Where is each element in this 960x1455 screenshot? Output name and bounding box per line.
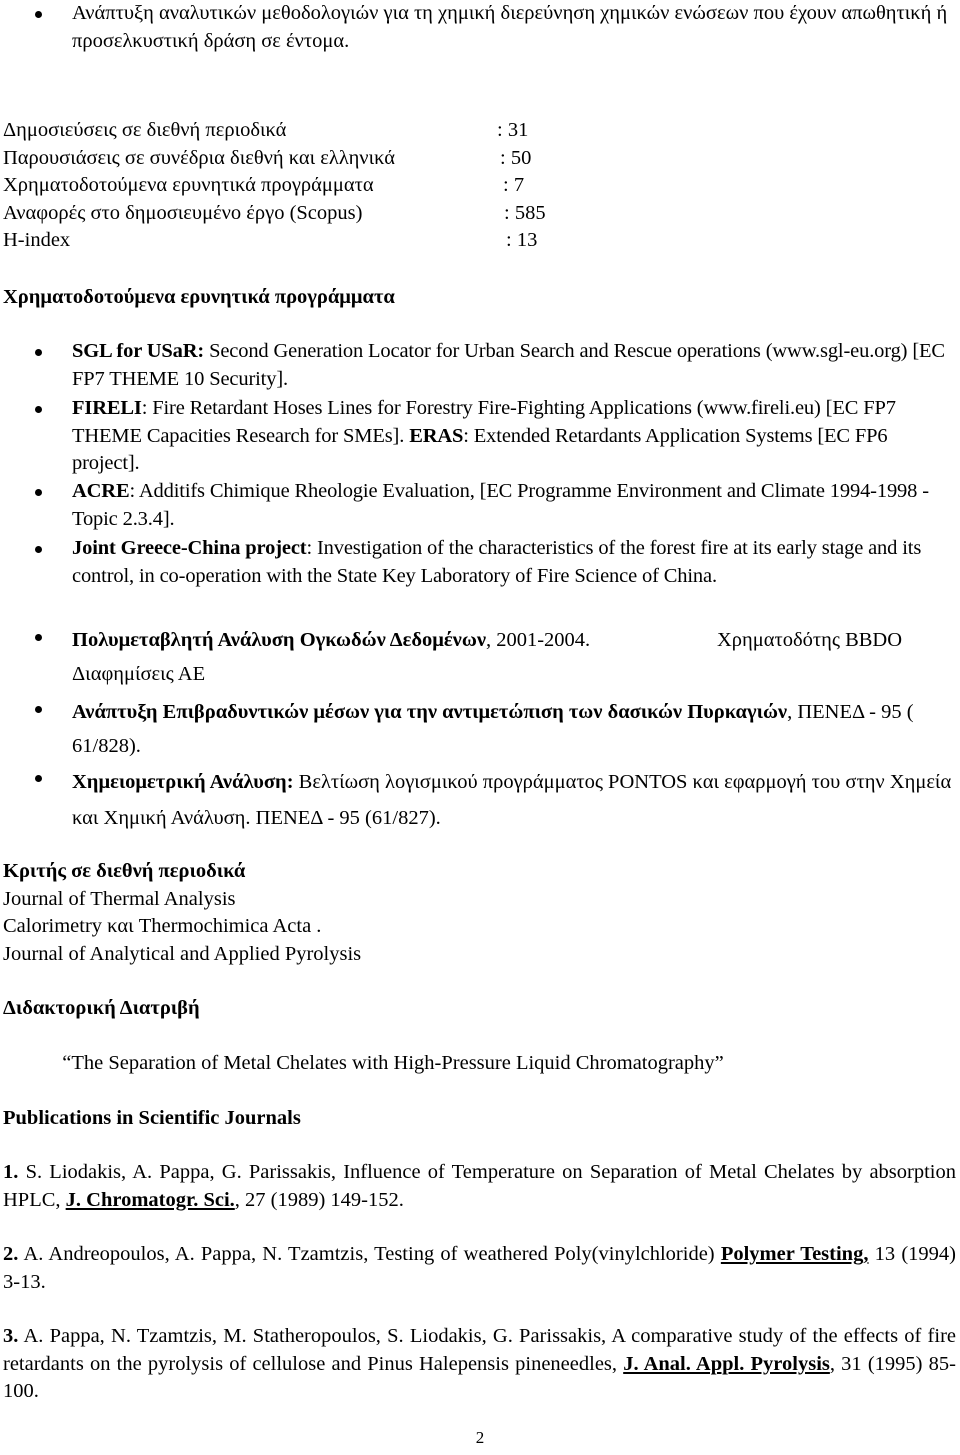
project-text: : Additifs Chimique Rheologie Evaluation, [EC Programme Environment and Climate 1994-1998 - Topic 2.3.4].: [72, 480, 929, 530]
project-eras-text: : Extended Retardants Application Systems [EC FP6 project].: [72, 424, 888, 474]
stat-label: Χρηματοδοτούμενα ερυνητικά προγράμματα: [3, 174, 374, 196]
projects-heading: Χρηματοδοτούμενα ερυνητικά προγράμματα: [3, 286, 395, 308]
publication-text: A. Andreopoulos, A. Pappa, N. Tzamtzis, Testing of weathered Poly(vinylchloride): [23, 1243, 715, 1265]
publication-cite: , 31 (1995) 85-100.: [3, 1352, 956, 1402]
project-funder: Χρηματοδότης BBDO: [717, 629, 903, 651]
project-fireli: [72, 395, 956, 478]
thesis-heading: Διδακτορική Διατριβή: [3, 997, 200, 1019]
project-name: SGL for USaR:: [72, 340, 205, 362]
publication-text: A. Pappa, N. Tzamtzis, M. Statheropoulos, S. Liodakis, G. Parissakis, A comparative study of the effects of fire retardants on the pyrolysis of cellulose and Pinus Halepensis pineneedles,: [3, 1325, 956, 1375]
stat-value: : 7: [503, 174, 525, 196]
publication-cite: 13 (1994) 3-13.: [3, 1243, 957, 1293]
stat-row-publications: [3, 117, 703, 145]
project-sgl: [72, 338, 956, 393]
page-number: 2: [475, 1428, 485, 1447]
publication-number: 1.: [3, 1161, 19, 1183]
reviewer-journal: Journal of Thermal Analysis: [3, 887, 236, 910]
reviewer-journal: Calorimetry και Thermochimica Acta .: [3, 915, 322, 937]
stat-row-citations: [3, 200, 703, 228]
project-text: : Investigation of the characteristics of the forest fire at its early stage and its control, in co-operation with the State Key Laboratory of Fire Science of China.: [72, 537, 922, 587]
stat-value: : 50: [500, 146, 532, 169]
publication-journal: J. Chromatogr. Sci.: [65, 1188, 235, 1211]
project-name: Ανάπτυξη Επιβραδυντικών μέσων για την αντιμετώπιση των δασικών Πυρκαγιών: [72, 701, 788, 723]
project-acre: [72, 478, 956, 533]
project-multivariate: [72, 623, 956, 691]
project-text: : Fire Retardant Hoses Lines for Forestry Fire-Fighting Applications (www.fireli.eu) [EC FP7 THEME Capacities Research for SMEs].: [72, 397, 896, 447]
stat-row-projects: [3, 172, 703, 200]
publication-cite: , 27 (1989) 149-152.: [234, 1188, 404, 1211]
project-funder-line2: Διαφημίσεις ΑΕ: [72, 663, 206, 685]
project-text: Βελτίωση λογισμικού προγράμματος PONTOS και εφαρμογή του στην Χημεία και Χημική Ανάλυση. ΠΕΝΕΔ - 95 (61/827).: [72, 771, 952, 829]
project-name: FIRELI: [72, 397, 142, 419]
stat-value: : 13: [506, 229, 538, 251]
project-china: [72, 535, 956, 590]
publications-heading: Publications in Scientific Journals: [3, 1107, 301, 1129]
project-name: ACRE: [72, 480, 130, 502]
intro-bullet-text: Ανάπτυξη αναλυτικών μεθοδολογιών για τη χημική διερεύνηση χημικών ενώσεων που έχουν απωθητική ή προσελκυστική δράση σε έντομα.: [72, 2, 948, 52]
publication-journal: J. Anal. Appl. Pyrolysis: [623, 1352, 830, 1375]
stat-label: Παρουσιάσεις σε συνέδρια διεθνή και ελληνικά: [3, 146, 395, 169]
publication-item: [3, 1241, 956, 1296]
stat-row-presentations: [3, 145, 703, 173]
project-retardants: [72, 695, 956, 763]
publication-item: [3, 1323, 956, 1406]
project-text: , ΠΕΝΕΔ - 95 ( 61/828).: [72, 701, 914, 757]
stat-value: : 585: [504, 201, 546, 224]
stat-label: H-index: [3, 229, 71, 251]
project-text: Second Generation Locator for Urban Search and Rescue operations (www.sgl-eu.org) [EC FP7 THEME 10 Security].: [72, 340, 945, 390]
publication-journal: Polymer Testing,: [720, 1243, 869, 1265]
thesis-title: “The Separation of Metal Chelates with High-Pressure Liquid Chromatography”: [62, 1052, 724, 1074]
project-name: Πολυμεταβλητή Ανάλυση Ογκωδών Δεδομένων: [72, 629, 486, 651]
stat-label: Αναφορές στο δημοσιευμένο έργο (Scopus): [3, 201, 363, 224]
project-years: , 2001-2004.: [485, 629, 591, 651]
reviewer-heading: Κριτής σε διεθνή περιοδικά: [3, 860, 246, 882]
project-eras-name: ERAS: [409, 424, 464, 447]
project-name: Joint Greece-China project: [72, 537, 307, 559]
publication-number: 3.: [3, 1325, 19, 1347]
intro-bullet: [72, 0, 956, 55]
stat-label: Δημοσιεύσεις σε διεθνή περιοδικά: [3, 119, 287, 141]
project-name: Χημειομετρική Ανάλυση:: [72, 771, 294, 793]
project-chemometric: [72, 764, 956, 836]
stat-value: : 31: [497, 119, 529, 141]
reviewer-journal: Journal of Analytical and Applied Pyrolysis: [3, 942, 362, 965]
publication-item: [3, 1159, 956, 1214]
stat-row-hindex: [3, 227, 703, 255]
publication-number: 2.: [3, 1243, 19, 1265]
publication-text: S. Liodakis, A. Pappa, G. Parissakis, Influence of Temperature on Separation of Metal Chelates by absorption HPLC,: [3, 1161, 957, 1211]
